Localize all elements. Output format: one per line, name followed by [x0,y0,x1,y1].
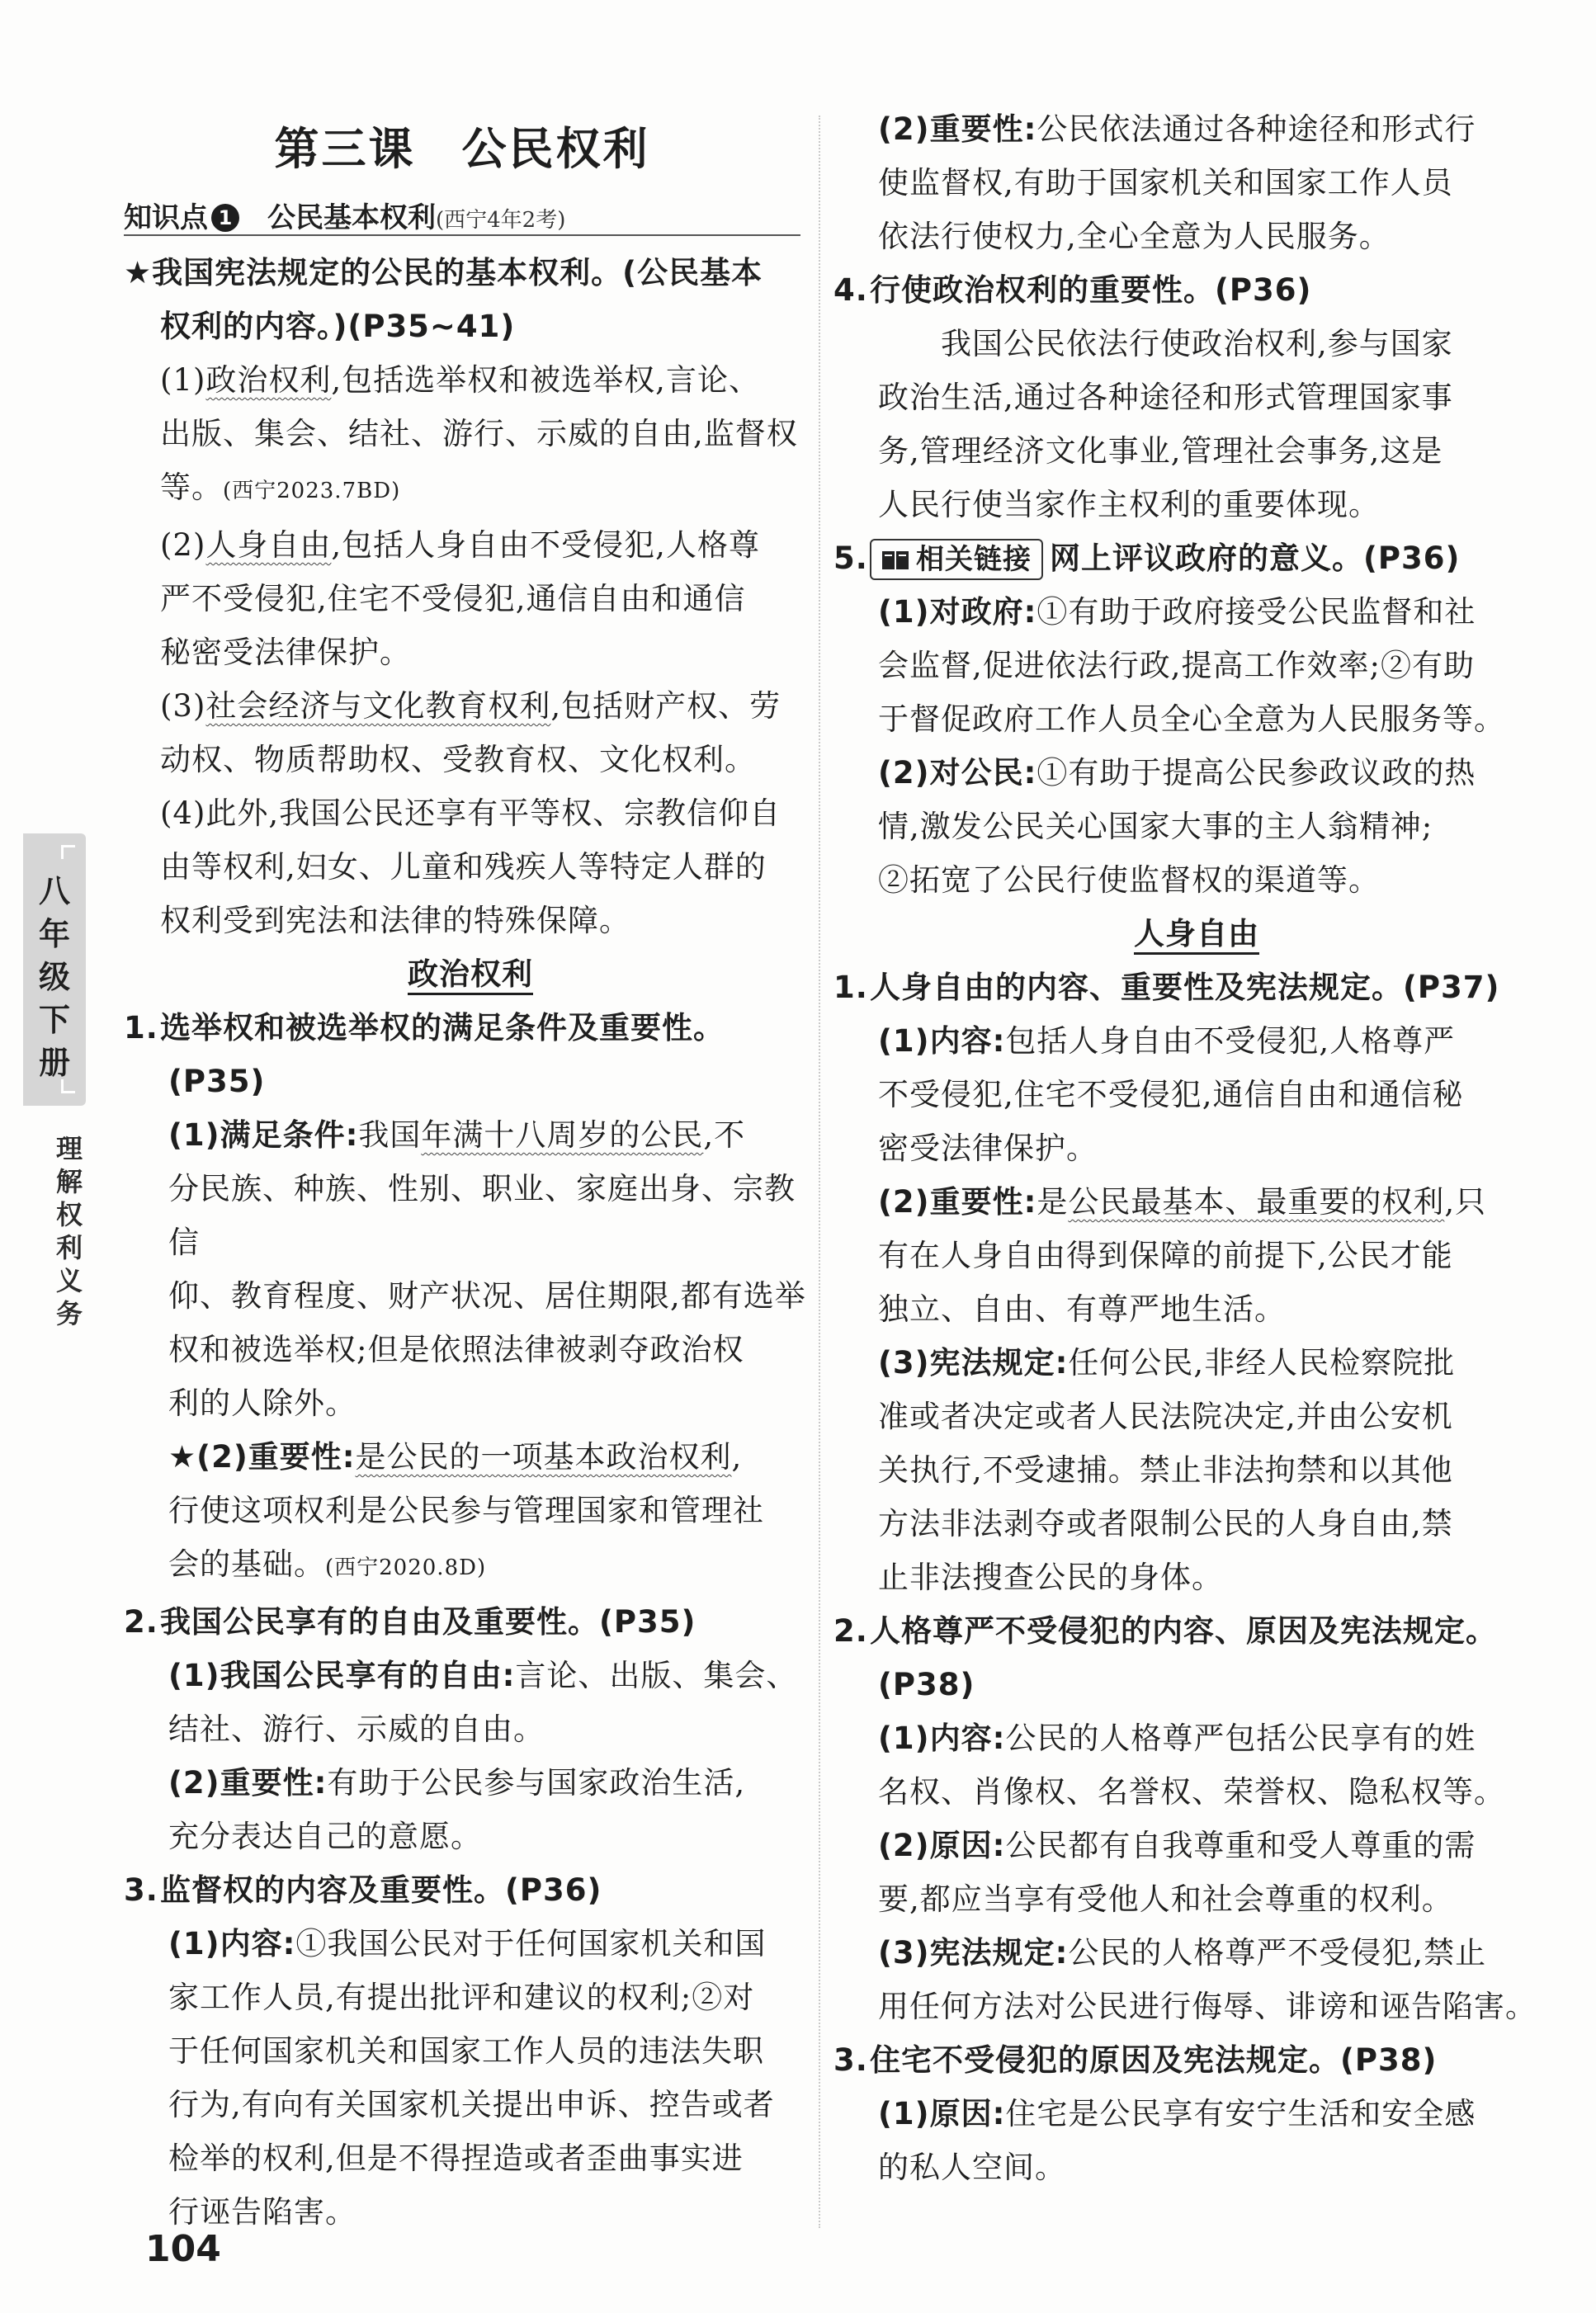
right-item: (3)社会经济与文化教育权利,包括财产权、劳 [160,688,781,724]
right-item-cont: 动权、物质帮助权、受教育权、文化权利。 [160,742,756,777]
exam-frequency-note: (西宁4年2考) [436,208,566,233]
grade-side-tab [23,833,86,1106]
section-heading-political: 政治权利 [408,956,533,992]
p1-content: (1)内容:包括人身自由不受侵犯,人格尊严 [878,1023,1456,1059]
q4-body-cont: 务,管理经济文化事业,管理社会事务,这是 [878,433,1443,469]
q5-citizen-cont: 情,激发公民关心国家大事的主人翁精神; [878,809,1433,844]
q3-importance: (2)重要性:公民依法通过各种途径和形式行 [878,111,1476,147]
question-4-title: 4.行使政治权利的重要性。(P36) [833,272,1312,308]
related-link-tag: 相关链接 [870,539,1043,580]
q3-content-cont: 家工作人员,有提出批评和建议的权利;②对 [168,1980,755,2015]
left-column [124,246,817,2239]
q2-importance: (2)重要性:有助于公民参与国家政治生活, [168,1765,746,1801]
lesson-name: 公民权利 [461,123,650,175]
q4-body: 我国公民依法行使政治权利,参与国家 [941,326,1453,361]
right-item-cont: 秘密受法律保护。 [160,635,411,670]
p2-content-cont: 名权、肖像权、名誉权、荣誉权、隐私权等。 [878,1774,1505,1810]
q1-importance-cont: 会的基础。(西宁2020.8D) [168,1546,487,1582]
p1-importance-cont: 独立、自由、有尊严地生活。 [878,1291,1286,1327]
p1-importance-cont: 有在人身自由得到保障的前提下,公民才能 [878,1238,1453,1273]
p3-reason-cont: 的私人空间。 [878,2150,1066,2185]
section-heading-personal: 人身自由 [1134,916,1259,951]
q3-content-cont: 于任何国家机关和国家工作人员的违法失职 [168,2033,764,2069]
q2-importance-cont: 充分表达自己的意愿。 [168,1819,482,1854]
q3-content-cont: 行为,有向有关国家机关提出申诉、控告或者 [168,2087,775,2122]
column-divider [819,116,820,2228]
q3-content: (1)内容:①我国公民对于任何国家机关和国 [168,1926,767,1961]
q5-government-cont: 会监督,促进依法行政,提高工作效率;②有助 [878,648,1475,683]
knowledge-point-header [124,195,800,236]
q1-condition-cont: 仰、教育程度、财产状况、居住期限,都有选举 [168,1278,806,1314]
q2-freedoms-cont: 结社、游行、示威的自由。 [168,1711,545,1747]
tab-corner-mark [61,1079,75,1093]
p1-constitution-cont: 方法非法剥夺或者限制公民的人身自由,禁 [878,1506,1453,1541]
right-item-cont: 等。(西宁2023.7BD) [160,470,401,505]
q2-freedoms: (1)我国公民享有的自由:言论、出版、集会、 [168,1658,798,1693]
q5-citizen: (2)对公民:①有助于提高公民参政议政的热 [878,755,1476,791]
q1-condition-cont: 分民族、种族、性别、职业、家庭出身、宗教信 [168,1171,796,1260]
personal-q3-title: 3.住宅不受侵犯的原因及宪法规定。(P38) [833,2042,1438,2078]
p1-content-cont: 不受侵犯,住宅不受侵犯,通信自由和通信秘 [878,1077,1464,1112]
q4-body-cont: 人民行使当家作主权利的重要体现。 [878,487,1380,522]
q5-citizen-cont: ②拓宽了公民行使监督权的渠道等。 [878,862,1380,898]
book-icon [881,550,909,571]
q1-condition-cont: 利的人除外。 [168,1385,357,1421]
p2-content: (1)内容:公民的人格尊严包括公民享有的姓 [878,1721,1476,1756]
q3-content-cont: 行诬告陷害。 [168,2194,357,2230]
p2-constitution-cont: 用任何方法对公民进行侮辱、诽谤和诬告陷害。 [878,1989,1537,2024]
personal-q2-title-cont: (P38) [878,1667,975,1702]
p1-content-cont: 密受法律保护。 [878,1131,1098,1166]
lesson-title [124,114,800,177]
right-item-cont: 由等权利,妇女、儿童和残疾人等特定人群的 [160,849,767,885]
p1-constitution-cont: 准或者决定或者人民法院决定,并由公安机 [878,1399,1453,1434]
right-item-cont: 出版、集会、结社、游行、示威的自由,监督权 [160,416,798,451]
q3-importance-cont: 使监督权,有助于国家机关和国家工作人员 [878,165,1453,201]
right-item: (4)此外,我国公民还享有平等权、宗教信仰自 [160,795,781,831]
q1-condition: (1)满足条件:我国年满十八周岁的公民,不 [168,1117,746,1153]
q3-importance-cont: 依法行使权力,全心全意为人民服务。 [878,219,1391,254]
right-item: (2)人身自由,包括人身自由不受侵犯,人格尊 [160,527,760,563]
question-5-title: 5. 相关链接 网上评议政府的意义。(P36) [833,531,1560,585]
p1-importance: (2)重要性:是公民最基本、最重要的权利,只 [878,1184,1487,1220]
q5-government: (1)对政府:①有助于政府接受公民监督和社 [878,594,1476,630]
tab-corner-mark [61,845,75,859]
question-3-title: 3.监督权的内容及重要性。(P36) [124,1872,602,1908]
p1-constitution-cont: 关执行,不受逮捕。禁止非法拘禁和以其他 [878,1452,1453,1488]
question-1-title: 1.选举权和被选举权的满足条件及重要性。 [124,1010,725,1046]
lesson-number: 第三课 [274,123,416,175]
knowledge-point-label: 知识点 [124,201,208,234]
q1-importance-cont: 行使这项权利是公民参与管理国家和管理社 [168,1493,764,1528]
unit-label: 理 解 权 利 义 务 [55,1133,83,1329]
right-item-cont: 权利受到宪法和法律的特殊保障。 [160,903,630,938]
q1-importance: ★(2)重要性:是公民的一项基本政治权利, [168,1439,743,1475]
knowledge-point-name: 公民基本权利 [267,201,436,234]
page-number: 104 [145,2228,221,2270]
p1-constitution-cont: 止非法搜查公民的身体。 [878,1560,1223,1595]
intro-heading-cont: 权利的内容。)(P35~41) [160,309,516,344]
personal-q2-title: 2.人格尊严不受侵犯的内容、原因及宪法规定。 [833,1613,1497,1649]
p2-reason-cont: 要,都应当享有受他人和社会尊重的权利。 [878,1881,1453,1917]
right-item: (1)政治权利,包括选举权和被选举权,言论、 [160,362,760,398]
q5-government-cont: 于督促政府工作人员全心全意为人民服务等。 [878,701,1505,737]
q1-condition-cont: 权和被选举权;但是依照法律被剥夺政治权 [168,1332,744,1367]
p2-constitution: (3)宪法规定:公民的人格尊严不受侵犯,禁止 [878,1935,1487,1971]
q3-content-cont: 检举的权利,但是不得捏造或者歪曲事实进 [168,2141,744,2176]
q4-body-cont: 政治生活,通过各种途径和形式管理国家事 [878,380,1453,415]
p2-reason: (2)原因:公民都有自我尊重和受人尊重的需 [878,1828,1476,1863]
right-column [833,102,1560,2194]
knowledge-point-number: 1 [211,204,239,232]
grade-label: 八 年 级 下 册 [38,873,70,1081]
p1-constitution: (3)宪法规定:任何公民,非经人民检察院批 [878,1345,1456,1381]
question-2-title: 2.我国公民享有的自由及重要性。(P35) [124,1604,696,1640]
personal-q1-title: 1.人身自由的内容、重要性及宪法规定。(P37) [833,970,1500,1005]
question-1-title-cont: (P35) [168,1064,266,1099]
p3-reason: (1)原因:住宅是公民享有安宁生活和安全感 [878,2096,1476,2131]
intro-heading: ★我国宪法规定的公民的基本权利。(公民基本 [124,255,763,290]
right-item-cont: 严不受侵犯,住宅不受侵犯,通信自由和通信 [160,581,746,616]
